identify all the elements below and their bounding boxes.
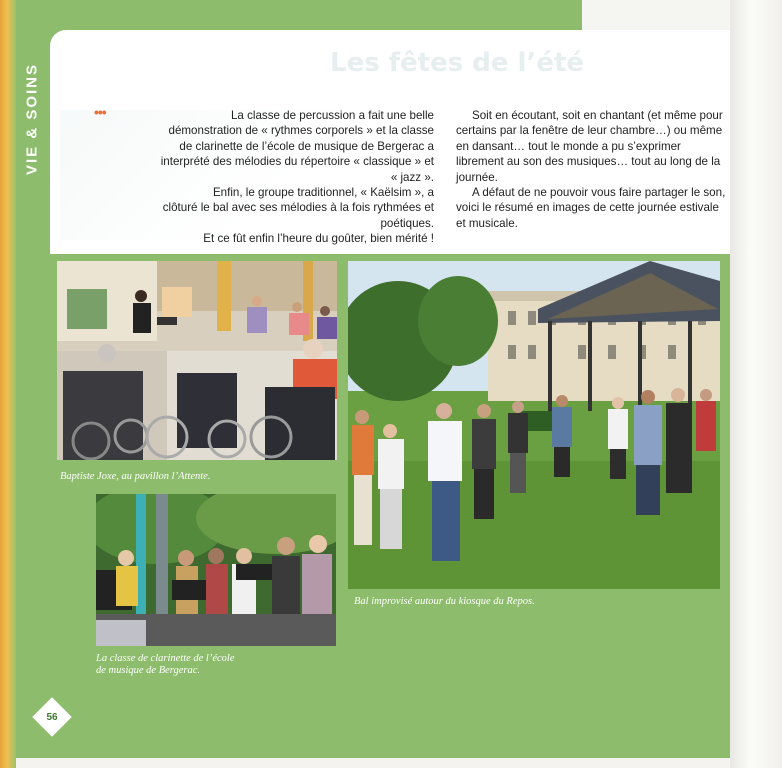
- page-number: 56: [46, 711, 58, 723]
- section-title: VIE & SOINS: [23, 62, 41, 176]
- binding-edge-strip: [0, 0, 16, 768]
- top-green-tab: [16, 0, 582, 30]
- paragraph: A défaut de ne pouvoir vous faire partager le son, voici le résumé en images de cette journée estivale et musicale.: [456, 186, 726, 230]
- facing-page-edge: [730, 0, 782, 768]
- photo-caption: Baptiste Joxe, au pavillon l’Attente.: [60, 471, 211, 482]
- show-through-heading: Les fêtes de l’été: [330, 48, 585, 78]
- paragraph: Et ce fût enfin l’heure du goûter, bien mérité !: [203, 232, 434, 246]
- right-page-top: [582, 0, 730, 30]
- decorative-dots-icon: •••: [94, 104, 106, 120]
- photo-caption: de musique de Bergerac.: [96, 665, 200, 676]
- photo-caption: La classe de clarinette de l’école: [96, 653, 235, 664]
- photo-percussion-pavilion: [57, 261, 337, 460]
- paragraph: Soit en écoutant, soit en chantant (et même pour certains par la fenêtre de leur chambre…) ou même en dansant… tout le monde a pu s’exprimer librement au son des musiques… tout au long de la journée.: [456, 109, 723, 184]
- photo-caption: Bal improvisé autour du kiosque du Repos.: [354, 596, 535, 607]
- article-column-2: [456, 108, 730, 231]
- paragraph: Enfin, le groupe traditionnel, « Kaëlsim », a clôturé le bal avec ses mélodies à la fois rythmées et poétiques.: [162, 186, 434, 230]
- article-column-1: [160, 108, 434, 247]
- photo-clarinet-class: [96, 494, 336, 646]
- photo-dance-kiosk: [348, 261, 720, 589]
- paragraph: La classe de percussion a fait une belle démonstration de « rythmes corporels » et la classe de clarinette de l’école de musique de Bergerac a interprété des mélodies du répertoire « classique » et « jazz ».: [160, 109, 434, 184]
